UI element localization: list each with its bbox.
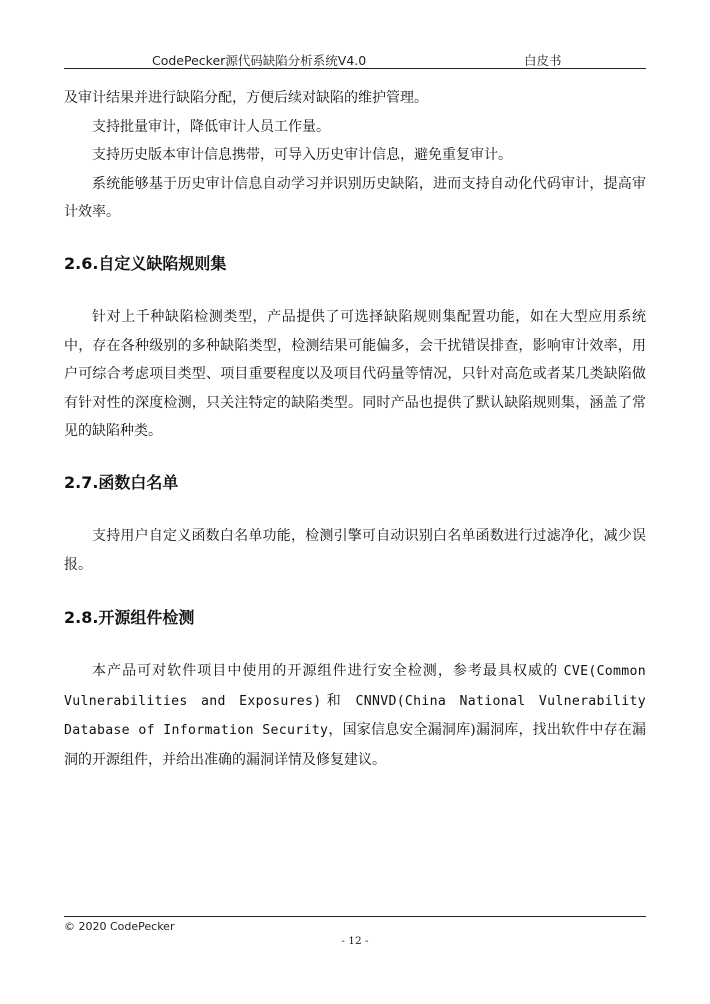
intro-paragraph-3: 支持历史版本审计信息携带，可导入历史审计信息，避免重复审计。: [92, 147, 512, 164]
page-number: - 12 -: [341, 935, 369, 947]
document-type: 白皮书: [524, 53, 562, 68]
cnnvd-reference: CNNVD(China National Vulnerability Database of Information Security: [64, 693, 646, 739]
section-heading-2-6: 2.6.自定义缺陷规则集: [64, 253, 227, 273]
document-title: CodePecker源代码缺陷分析系统V4.0: [152, 53, 367, 68]
section-2-8-paragraph: [64, 657, 646, 774]
intro-paragraph-4: 系统能够基于历史审计信息自动学习并识别历史缺陷，进而支持自动化代码审计，提高审计效率。: [64, 175, 646, 221]
section-heading-2-8: 2.8.开源组件检测: [64, 608, 195, 628]
section-2-6-paragraph: 针对上千种缺陷检测类型，产品提供了可选择缺陷规则集配置功能，如在大型应用系统中，存在各种级别的多种缺陷类型，检测结果可能偏多，会干扰错误排查，影响审计效率，用户可综合考虑项目类型、项目重要程度以及项目代码量等情况，只针对高危或者某几类缺陷做有针对性的深度检测，只关注特定的缺陷类型。同时产品也提供了默认缺陷规则集，涵盖了常见的缺陷种类。: [64, 308, 646, 440]
page-footer: [64, 916, 646, 947]
section-heading-2-7: 2.7.函数白名单: [64, 472, 179, 492]
paragraph-text: 和: [321, 692, 346, 709]
section-2-7-paragraph: 支持用户自定义函数白名单功能，检测引擎可自动识别白名单函数进行过滤净化，减少误报。: [64, 527, 646, 573]
paragraph-text: 本产品可对软件项目中使用的开源组件进行安全检测，参考最具权威的: [92, 663, 559, 680]
page-header: [64, 48, 646, 69]
intro-paragraph-1: 及审计结果并进行缺陷分配，方便后续对缺陷的维护管理。: [64, 90, 428, 106]
copyright-notice: © 2020 CodePecker: [64, 920, 175, 933]
paragraph-text: ，国家信息安全漏洞库)漏洞库，找出软件中存在漏洞的开源组件，并给出准确的漏洞详情及修复建议。: [64, 722, 646, 768]
page-body: [64, 84, 646, 775]
cve-reference: CVE(Common Vulnerabilities and Exposures): [64, 664, 647, 709]
intro-paragraph-2: 支持批量审计，降低审计人员工作量。: [92, 118, 330, 135]
